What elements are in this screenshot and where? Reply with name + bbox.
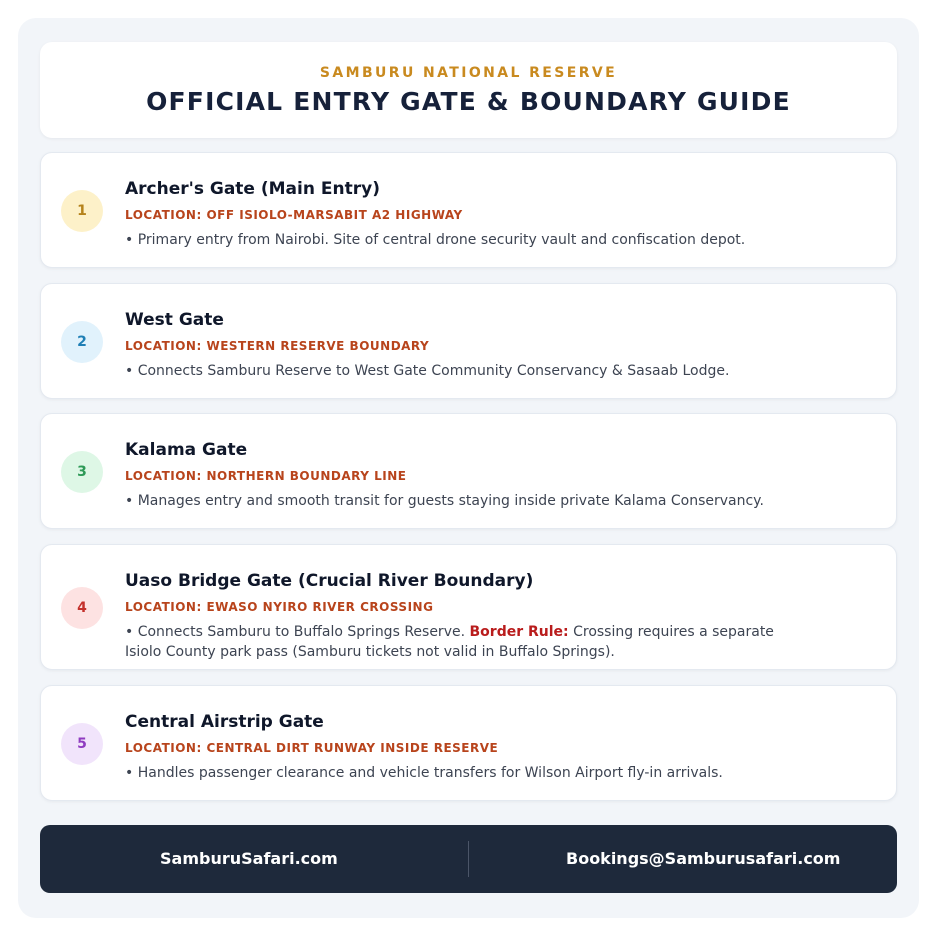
gate-location: LOCATION: OFF ISIOLO-MARSABIT A2 HIGHWAY — [125, 208, 463, 222]
email-link[interactable]: Bookings@Samburusafari.com — [566, 849, 841, 868]
gate-location: LOCATION: EWASO NYIRO RIVER CROSSING — [125, 600, 434, 614]
gate-card-1 — [40, 152, 897, 268]
footer-divider — [468, 841, 469, 877]
gate-name: Uaso Bridge Gate (Crucial River Boundary) — [125, 571, 534, 591]
guide-panel — [18, 18, 919, 918]
gate-name: West Gate — [125, 310, 224, 330]
gate-description: • Handles passenger clearance and vehicle transfers for Wilson Airport fly-in arrivals. — [125, 765, 723, 781]
gate-number-badge: 2 — [61, 321, 103, 363]
description-text: • Connects Samburu to Buffalo Springs Reserve. — [125, 624, 470, 640]
gate-location: LOCATION: NORTHERN BOUNDARY LINE — [125, 469, 407, 483]
gate-number-badge: 3 — [61, 451, 103, 493]
guide-header — [40, 42, 897, 138]
gate-card-5 — [40, 685, 897, 801]
website-link[interactable]: SamburuSafari.com — [160, 849, 338, 868]
contact-footer — [40, 825, 897, 893]
gate-name: Archer's Gate (Main Entry) — [125, 179, 380, 199]
gate-card-4 — [40, 544, 897, 670]
gate-card-3 — [40, 413, 897, 529]
gate-number-badge: 5 — [61, 723, 103, 765]
gate-description: • Manages entry and smooth transit for guests staying inside private Kalama Conservancy. — [125, 493, 764, 509]
gate-name: Kalama Gate — [125, 440, 248, 460]
gate-description — [125, 622, 775, 662]
page-title: OFFICIAL ENTRY GATE & BOUNDARY GUIDE — [146, 87, 791, 116]
gate-number-badge: 4 — [61, 587, 103, 629]
gate-name: Central Airstrip Gate — [125, 712, 324, 732]
border-rule-label: Border Rule: — [469, 624, 569, 640]
gate-description: • Connects Samburu Reserve to West Gate Community Conservancy & Sasaab Lodge. — [125, 363, 730, 379]
gate-location: LOCATION: WESTERN RESERVE BOUNDARY — [125, 339, 430, 353]
reserve-name: SAMBURU NATIONAL RESERVE — [319, 65, 618, 81]
gate-description: • Primary entry from Nairobi. Site of central drone security vault and confiscation depot. — [125, 232, 746, 248]
description-text: Crossing requires a separate Isiolo County park pass (Samburu tickets not valid in Buffalo Springs). — [125, 624, 774, 660]
gate-card-2 — [40, 283, 897, 399]
gate-number-badge: 1 — [61, 190, 103, 232]
gate-location: LOCATION: CENTRAL DIRT RUNWAY INSIDE RESERVE — [125, 741, 499, 755]
